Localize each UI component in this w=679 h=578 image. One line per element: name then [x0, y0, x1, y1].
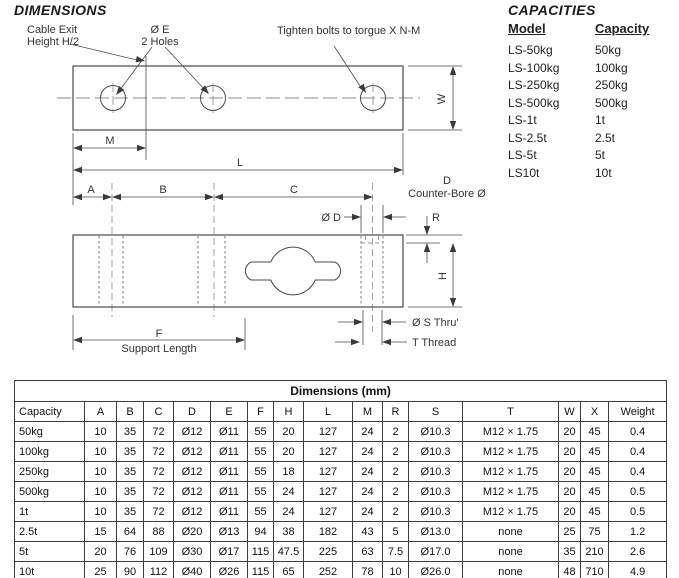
col-header-f: F [248, 402, 274, 422]
dimension-cell: 5 [383, 522, 409, 542]
dimension-cell: 72 [144, 482, 174, 502]
col-header-weight: Weight [609, 402, 667, 422]
dimension-cell: 24 [274, 502, 304, 522]
capacity-value: 50kg [595, 43, 622, 57]
dimension-cell: 2 [383, 462, 409, 482]
capacity-value: 100kg [595, 60, 628, 75]
dimension-cell: 0.5 [609, 502, 667, 522]
dimension-cell: 2 [383, 422, 409, 442]
drawing-labels [27, 24, 486, 355]
dimension-cell: 15 [85, 522, 117, 542]
dimension-cell: 43 [353, 522, 383, 542]
dimension-cell: 24 [353, 462, 383, 482]
dimensions-table [14, 380, 667, 578]
table-row [15, 522, 667, 542]
label-dim-m: M [105, 135, 115, 147]
capacity-model: LS-50kg [508, 43, 553, 57]
dimension-cell: Ø13 [211, 522, 248, 542]
dimension-cell: 10 [85, 422, 117, 442]
dimension-cell: 35 [117, 482, 144, 502]
row-capacity: 1t [15, 502, 85, 522]
dimension-cell: none [463, 562, 559, 578]
table-row [15, 502, 667, 522]
dimension-cell: Ø40 [174, 562, 211, 578]
dimension-cell: 210 [581, 542, 609, 562]
dimension-cell: 45 [581, 462, 609, 482]
dimension-cell: 25 [85, 562, 117, 578]
col-header-c: C [144, 402, 174, 422]
table-title: Dimensions (mm) [15, 381, 667, 402]
label-dim-od: Ø D [321, 212, 341, 224]
dimension-cell: Ø10.3 [409, 482, 463, 502]
dimension-cell: 72 [144, 422, 174, 442]
dimension-cell: 45 [581, 422, 609, 442]
dimension-cell: 10 [85, 502, 117, 522]
dimension-cell: 10 [85, 482, 117, 502]
dimension-cell: 64 [117, 522, 144, 542]
dimension-cell: 112 [144, 562, 174, 578]
dimension-cell: 252 [304, 562, 353, 578]
dimension-cell: 35 [117, 422, 144, 442]
label-cable-exit-2: Height H/2 [27, 36, 79, 48]
dimension-cell: 47.5 [274, 542, 304, 562]
dimension-cell: 38 [274, 522, 304, 542]
dimension-cell: 20 [559, 462, 581, 482]
dimension-cell: none [463, 542, 559, 562]
label-dim-r: R [432, 212, 440, 224]
dimension-cell: 55 [248, 442, 274, 462]
dimension-cell: M12 × 1.75 [463, 462, 559, 482]
label-counter-bore-2: Counter-Bore Ø [408, 188, 486, 200]
dimension-cell: 20 [85, 542, 117, 562]
dimension-cell: Ø30 [174, 542, 211, 562]
dimension-cell: 20 [274, 422, 304, 442]
dimension-cell: 72 [144, 502, 174, 522]
dimension-cell: 20 [559, 482, 581, 502]
capacity-value: 5t [595, 148, 606, 162]
label-dim-l: L [236, 157, 244, 169]
dimension-cell: Ø10.3 [409, 502, 463, 522]
label-hole-dia-1: Ø E [150, 24, 170, 36]
table-row [15, 562, 667, 578]
dimension-cell: 76 [117, 542, 144, 562]
table-row [15, 442, 667, 462]
table-row [15, 542, 667, 562]
dimension-cell: 72 [144, 462, 174, 482]
dimension-cell: 45 [581, 482, 609, 502]
dimension-cell: 225 [304, 542, 353, 562]
label-support-length: Support Length [121, 343, 197, 355]
dimension-cell: 0.4 [609, 462, 667, 482]
dimension-cell: 20 [274, 442, 304, 462]
dimension-cell: M12 × 1.75 [463, 442, 559, 462]
table-body [15, 422, 667, 578]
dimension-cell: 18 [274, 462, 304, 482]
capacity-model: LS-5t [508, 148, 537, 162]
dimension-cell: 127 [304, 422, 353, 442]
dimension-cell: 35 [559, 542, 581, 562]
dimension-cell: 2 [383, 482, 409, 502]
dimension-cell: 35 [117, 502, 144, 522]
dimension-cell: 35 [117, 462, 144, 482]
dimension-cell: Ø17 [211, 542, 248, 562]
dimension-cell: 7.5 [383, 542, 409, 562]
col-header-l: L [304, 402, 353, 422]
dimension-cell: 55 [248, 422, 274, 442]
table-row [15, 462, 667, 482]
dimension-cell: 127 [304, 482, 353, 502]
dimension-cell: 55 [248, 502, 274, 522]
dimension-cell: 24 [274, 482, 304, 502]
dimension-cell: 25 [559, 522, 581, 542]
dimension-cell: 10 [85, 442, 117, 462]
label-cable-exit-1: Cable Exit [27, 24, 78, 36]
label-dim-h: H [437, 272, 449, 280]
row-capacity: 10t [15, 562, 85, 578]
dimension-cell: 0.5 [609, 482, 667, 502]
row-capacity: 2.5t [15, 522, 85, 542]
dimension-cell: 75 [581, 522, 609, 542]
col-header-a: A [85, 402, 117, 422]
dimension-cell: Ø12 [174, 482, 211, 502]
dimension-cell: 20 [559, 502, 581, 522]
dimensions-heading: DIMENSIONS [14, 2, 107, 18]
dimension-cell: 109 [144, 542, 174, 562]
capacities-col-capacity: Capacity [595, 21, 650, 36]
dimension-cell: 127 [304, 442, 353, 462]
row-capacity: 5t [15, 542, 85, 562]
row-capacity: 500kg [15, 482, 85, 502]
dimension-cell: 45 [581, 502, 609, 522]
dimension-cell: M12 × 1.75 [463, 482, 559, 502]
dimension-cell: 24 [353, 422, 383, 442]
label-torque-note: Tighten bolts to torgue X N-M [277, 25, 421, 37]
col-header-r: R [383, 402, 409, 422]
table-title-row [15, 381, 667, 402]
dimension-cell: 127 [304, 462, 353, 482]
dimension-cell: 2 [383, 502, 409, 522]
dimension-cell: Ø26 [211, 562, 248, 578]
label-dim-f: F [155, 328, 163, 340]
label-hole-dia-2: 2 Holes [141, 36, 179, 48]
table-row [15, 482, 667, 502]
capacity-value: 1t [595, 113, 606, 127]
col-header-capacity: Capacity [15, 402, 85, 422]
dimension-cell: M12 × 1.75 [463, 422, 559, 442]
dimension-cell: 127 [304, 502, 353, 522]
dimension-cell: 710 [581, 562, 609, 578]
dimension-cell: 63 [353, 542, 383, 562]
dimension-cell: 20 [559, 442, 581, 462]
col-header-h: H [274, 402, 304, 422]
label-dim-a: A [87, 184, 95, 196]
dimension-cell: 4.9 [609, 562, 667, 578]
capacity-value: 10t [595, 165, 612, 180]
col-header-t: T [463, 402, 559, 422]
dimension-cell: 2.6 [609, 542, 667, 562]
dimension-cell: 78 [353, 562, 383, 578]
col-header-w: W [559, 402, 581, 422]
dimension-cell: 72 [144, 442, 174, 462]
dimension-cell: 10 [85, 462, 117, 482]
dimension-cell: 48 [559, 562, 581, 578]
capacity-model: LS10t [508, 165, 540, 180]
col-header-s: S [409, 402, 463, 422]
capacity-model: LS-1t [508, 113, 537, 127]
dimension-cell: 115 [248, 542, 274, 562]
dimension-cell: Ø13.0 [409, 522, 463, 542]
table-row [15, 422, 667, 442]
dimension-cell: 2 [383, 442, 409, 462]
dimension-cell: 0.4 [609, 442, 667, 462]
col-header-d: D [174, 402, 211, 422]
dimension-cell: Ø11 [211, 422, 248, 442]
col-header-x: X [581, 402, 609, 422]
dimension-cell: Ø12 [174, 462, 211, 482]
dimension-cell: Ø11 [211, 502, 248, 522]
row-capacity: 50kg [15, 422, 85, 442]
dimension-cell: 35 [117, 442, 144, 462]
label-counter-bore-1: D [443, 175, 451, 187]
row-capacity: 100kg [15, 442, 85, 462]
dimension-cell: Ø20 [174, 522, 211, 542]
dimension-cell: 1.2 [609, 522, 667, 542]
dimension-cell: none [463, 522, 559, 542]
dimension-cell: 55 [248, 482, 274, 502]
dimension-cell: M12 × 1.75 [463, 502, 559, 522]
capacity-model: LS-100kg [508, 60, 560, 75]
dimension-cell: 94 [248, 522, 274, 542]
label-t-thread: T Thread [412, 337, 457, 349]
dimension-cell: Ø12 [174, 442, 211, 462]
dimension-cell: Ø11 [211, 442, 248, 462]
dimension-cell: Ø11 [211, 482, 248, 502]
capacities-col-model: Model [508, 21, 546, 36]
dimension-cell: 20 [559, 422, 581, 442]
dimension-arrowheads [73, 56, 456, 345]
dimension-cell: Ø10.3 [409, 422, 463, 442]
label-dim-b: B [159, 184, 167, 196]
dimension-cell: Ø26.0 [409, 562, 463, 578]
dimension-cell: 182 [304, 522, 353, 542]
dimension-cell: Ø12 [174, 422, 211, 442]
dimension-cell: 115 [248, 562, 274, 578]
dimension-cell: Ø10.3 [409, 462, 463, 482]
table-header-row [15, 402, 667, 422]
label-dim-w: W [436, 93, 448, 105]
label-s-thru: Ø S Thru' [412, 317, 459, 329]
dimension-cell: 24 [353, 442, 383, 462]
dimension-cell: 24 [353, 482, 383, 502]
dimension-cell: 88 [144, 522, 174, 542]
capacity-value: 250kg [595, 78, 628, 92]
dimension-cell: Ø17.0 [409, 542, 463, 562]
dimension-cell: Ø12 [174, 502, 211, 522]
capacity-model: LS-500kg [508, 95, 560, 110]
capacities-heading: CAPACITIES [508, 2, 596, 18]
dimension-cell: 10 [383, 562, 409, 578]
col-header-e: E [211, 402, 248, 422]
row-capacity: 250kg [15, 462, 85, 482]
dimension-cell: 90 [117, 562, 144, 578]
col-header-b: B [117, 402, 144, 422]
dimension-cell: Ø10.3 [409, 442, 463, 462]
label-dim-c: C [290, 184, 298, 196]
capacity-value: 500kg [595, 95, 628, 110]
dimension-cell: 55 [248, 462, 274, 482]
col-header-m: M [353, 402, 383, 422]
dimension-cell: 65 [274, 562, 304, 578]
dimension-cell: 0.4 [609, 422, 667, 442]
capacity-model: LS-2.5t [508, 130, 547, 145]
capacity-value: 2.5t [595, 130, 616, 145]
capacity-model: LS-250kg [508, 78, 560, 92]
dimension-cell: 24 [353, 502, 383, 522]
dimension-cell: Ø11 [211, 462, 248, 482]
dimension-cell: 45 [581, 442, 609, 462]
